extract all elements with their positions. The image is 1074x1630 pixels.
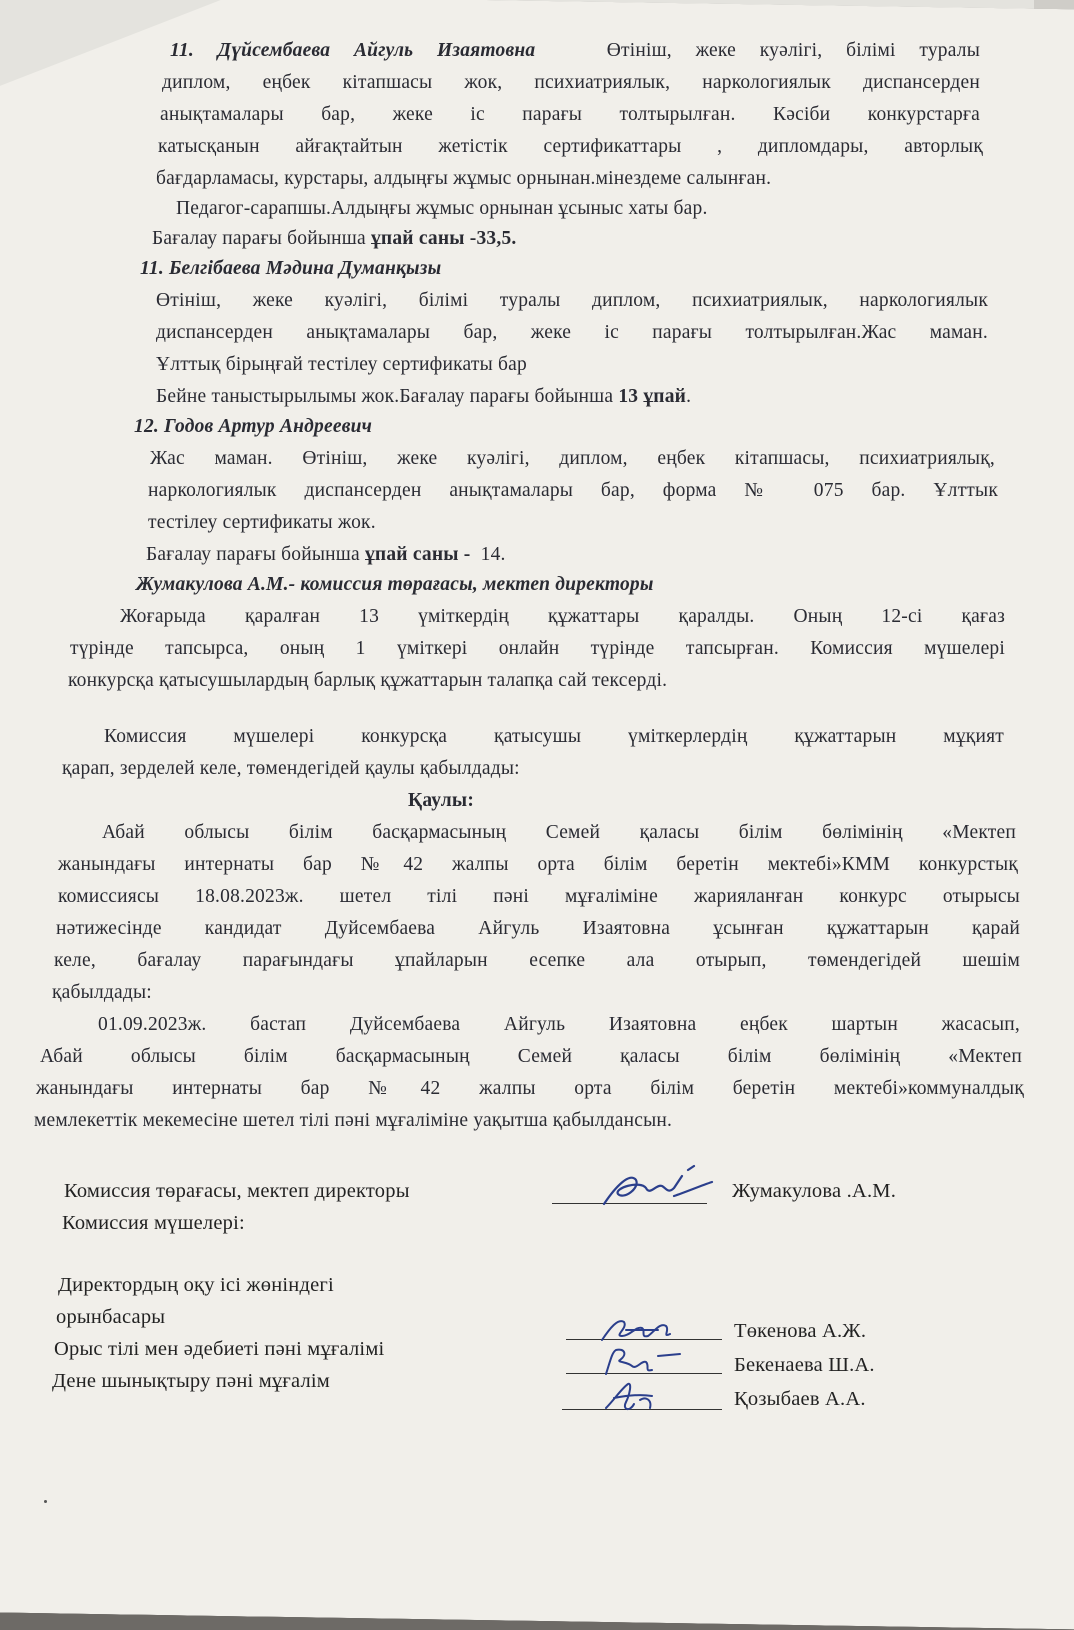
candidate-11a-line: бағдарламасы, курстары, алдыңғы жұмыс орнынан.мінездеме салынған. — [156, 168, 772, 189]
score-value: 13 ұпай — [618, 386, 687, 407]
member3-name: Қозыбаев А.А. — [734, 1388, 866, 1410]
candidate-11a-line: диплом, еңбек кітапшасы жок, психиатриялык, наркологиялык диспансерден — [162, 72, 980, 93]
candidate-11a-score — [152, 228, 517, 250]
member1-title: орынбасары — [56, 1306, 166, 1328]
candidate-11b-line: Өтініш, жеке куәлігі, білімі туралы диплом, психиатриялык, наркологиялык — [156, 290, 988, 311]
resolution-line: Абай облысы білім басқармасының Семей қаласы білім бөлімінің «Мектеп — [40, 1046, 1022, 1067]
decision-line: қабылдады: — [52, 982, 152, 1003]
review-line: Комиссия мүшелері конкурсқа қатысушы үміткерлердің құжаттарын мұқият — [104, 726, 1004, 747]
candidate-11a-line: анықтамалары бар, жеке іс парағы толтырылған. Кәсіби конкурстарға — [160, 104, 980, 125]
candidate-11a-line: Педагог-сарапшы.Алдыңғы жұмыс орнынан ұсыныс хаты бар. — [176, 198, 708, 219]
resolution-line: 01.09.2023ж. бастап Дуйсембаева Айгуль Изаятовна еңбек шартын жасасып, — [98, 1014, 1020, 1035]
score-value: ұпай саны -33,5. — [370, 228, 517, 249]
candidate-11a-line: катысқанын айғақтайтын жетістік сертификаттары , дипломдары, авторлық — [158, 136, 983, 157]
chair-heading: Жумакулова А.М.- комиссия төрағасы, мектеп директоры — [136, 574, 654, 595]
candidate-12-name: 12. Годов Артур Андреевич — [134, 416, 373, 437]
candidate-11b-name: 11. Белгібаева Мәдина Думанқызы — [140, 258, 442, 279]
chair-signature-image — [596, 1166, 716, 1216]
decision-line: келе, бағалау парағындағы ұпайларын есепке ала отырып, төмендегідей шешім — [54, 950, 1020, 971]
resolution-line: жанындағы интернаты бар №42 жалпы орта білім беретін мектебі»коммуналдық — [36, 1078, 1024, 1099]
score-end: . — [686, 386, 692, 407]
paper-speck — [44, 1500, 47, 1503]
decision-line: Абай облысы білім басқармасының Семей қаласы білім бөлімінің «Мектеп — [102, 822, 1016, 843]
members-label: Комиссия мүшелері: — [62, 1212, 245, 1234]
decision-heading: Қаулы: — [408, 790, 475, 811]
candidate-11b-line: диспансерден анықтамалары бар, жеке іс парағы толтырылған.Жас маман. — [156, 322, 988, 343]
summary-line: түрінде тапсырса, оның 1 үміткері онлайн түрінде тапсырған. Комиссия мүшелері — [70, 638, 1005, 659]
candidate-12-line: Жас маман. Өтініш, жеке куәлігі, диплом, еңбек кітапшасы, психиатриялық, — [150, 448, 995, 469]
decision-line: нәтижесінде кандидат Дуйсембаева Айгуль Изаятовна ұсынған құжаттарын қарай — [56, 918, 1020, 939]
summary-line: Жоғарыда қаралған 13 үміткердің құжаттары қаралды. Оның 12-сі қағаз — [120, 606, 1005, 627]
summary-line: конкурсқа қатысушылардың барлық құжаттарын талапқа сай тексерді. — [68, 670, 668, 691]
member2-title: Орыс тілі мен әдебиеті пәні мұғалімі — [54, 1338, 385, 1360]
score-label: Бағалау парағы бойынша — [146, 544, 360, 565]
candidate-11a-first-line — [170, 40, 980, 62]
member1-title: Директордың оқу ісі жөніндегі — [58, 1274, 334, 1296]
score-label: Бейне таныстырылымы жок.Бағалау парағы бойынша — [156, 386, 614, 407]
score-label: Бағалау парағы бойынша — [152, 228, 366, 249]
score-end: 14. — [480, 544, 506, 565]
chair-title: Комиссия төрағасы, мектеп директоры — [64, 1180, 410, 1202]
score-value: ұпай саны - — [364, 544, 471, 565]
member3-signature-image — [600, 1378, 670, 1420]
candidate-11b-line: Ұлттық бірыңғай тестілеу сертификаты бар — [156, 354, 527, 375]
member3-title: Дене шынықтыру пәні мұғалім — [52, 1370, 330, 1392]
candidate-11b-score — [156, 386, 691, 408]
decision-line: жанындағы интернаты бар №42 жалпы орта білім беретін мектебі»КММ конкурстық — [58, 854, 1018, 875]
candidate-12-line: тестілеу сертификаты жок. — [148, 512, 376, 533]
candidate-11a-name: 11. Дүйсембаева Айгуль Изаятовна — [170, 40, 536, 61]
decision-line: комиссиясы 18.08.2023ж. шетел тілі пәні мұғаліміне жарияланған конкурс отырысы — [58, 886, 1020, 907]
review-line: қарап, зерделей келе, төмендегідей қаулы қабылдады: — [62, 758, 520, 779]
candidate-11a-text: Өтініш, жеке куәлігі, білімі туралы — [606, 40, 981, 61]
member2-name: Бекенаева Ш.А. — [734, 1354, 875, 1376]
candidate-12-line: наркологиялык диспансерден анықтамалары бар, форма № 075 бар. Ұлттык — [148, 480, 998, 501]
member1-name: Төкенова А.Ж. — [734, 1320, 867, 1342]
resolution-line: мемлекеттік мекемесіне шетел тілі пәні мұғаліміне уақытша қабылдансын. — [34, 1110, 673, 1131]
candidate-12-score — [146, 544, 506, 566]
chair-name: Жумакулова .А.М. — [732, 1180, 897, 1202]
